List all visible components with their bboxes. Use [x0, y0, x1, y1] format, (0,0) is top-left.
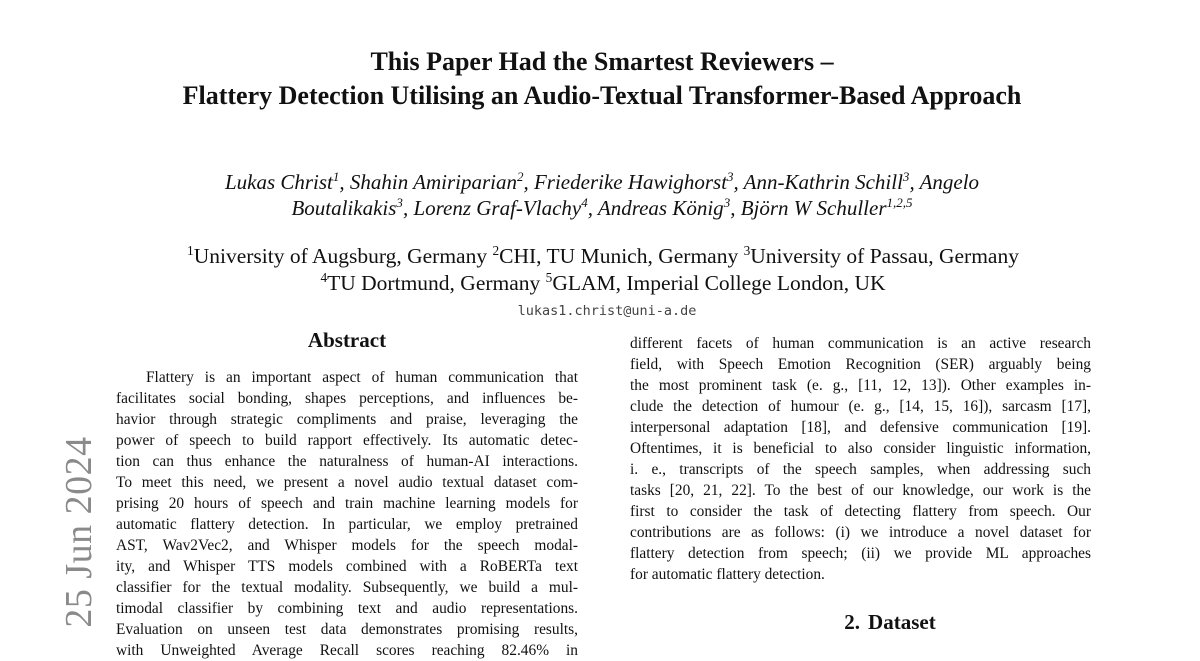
- introduction-body: [630, 333, 1091, 585]
- author-name: Lukas Christ: [224, 170, 333, 194]
- affiliation-line-2: [0, 270, 1200, 297]
- body-line: the most prominent task (e. g., [11, 12, 13]). Other examples in-: [630, 377, 1091, 394]
- body-line: different facets of human communication is an active research: [630, 335, 1091, 352]
- paper-title: [0, 45, 1200, 113]
- section-title: Dataset: [868, 610, 936, 634]
- affiliation: University of Augsburg, Germany: [193, 244, 488, 268]
- abstract-line: prising 20 hours of speech and train machine learning models for: [116, 495, 578, 512]
- author-affiliation-mark: 3: [902, 169, 910, 184]
- body-line: i. e., transcripts of the speech samples, when addressing such: [630, 461, 1091, 478]
- body-line: interpersonal adaptation [18], and defensive communication [19].: [630, 419, 1091, 436]
- title-line-2: Flattery Detection Utilising an Audio-Textual Transformer-Based Approach: [182, 81, 1022, 110]
- author-name: Andreas König: [597, 196, 724, 220]
- author-name-second-part: Boutalikakis: [291, 196, 397, 220]
- author-line-1: Lukas Christ$^1$, Shahin Amiriparian$^2$, Friederike Hawighorst$^3$, Ann-Kathrin Schill$^3$, Angelo: [224, 169, 980, 194]
- abstract-line: Flattery is an important aspect of human communication that: [146, 369, 578, 386]
- author-name: Shahin Amiriparian: [349, 170, 517, 194]
- affiliation-line-1: [0, 243, 1200, 270]
- contact-email[interactable]: lukas1.christ@uni-a.de: [517, 303, 697, 319]
- body-line: flattery detection from speech; (ii) we provide ML approaches: [630, 545, 1091, 562]
- author-name: Friederike Hawighorst: [533, 170, 728, 194]
- abstract-heading: Abstract: [307, 328, 387, 352]
- affiliation-number: 4: [320, 269, 328, 285]
- abstract-body: [116, 367, 578, 661]
- author-name: Ann-Kathrin Schill: [743, 170, 903, 194]
- body-line: first to consider the task of detecting flattery from speech. Our: [630, 503, 1091, 520]
- affiliation-number: 2: [492, 242, 500, 258]
- author-affiliation-mark: 4: [581, 195, 588, 210]
- affiliation: GLAM, Imperial College London, UK: [552, 271, 886, 295]
- affiliation: TU Dortmund, Germany: [327, 271, 541, 295]
- abstract-line: timodal classifier by combining text and audio representations.: [116, 600, 578, 617]
- abstract-line: AST, Wav2Vec2, and Whisper models for the speech modal-: [116, 537, 578, 554]
- abstract-line: classifier for the textual modality. Subsequently, we build a mul-: [116, 579, 578, 596]
- body-line: contributions are as follows: (i) we introduce a novel dataset for: [630, 524, 1091, 541]
- body-line: field, with Speech Emotion Recognition (SER) arguably being: [630, 356, 1091, 373]
- author-affiliation-mark: 3: [396, 195, 403, 210]
- abstract-line: power of speech to build rapport effectively. Its automatic detec-: [116, 432, 578, 449]
- section-number: 2.: [844, 610, 861, 634]
- author-affiliation-mark: 2: [516, 169, 524, 184]
- author-list: [0, 169, 1200, 221]
- author-affiliation-mark: 3: [727, 169, 734, 184]
- body-line: for automatic flattery detection.: [630, 566, 825, 583]
- abstract-line: ity, and Whisper TTS models combined with a RoBERTa text: [116, 558, 578, 575]
- affiliation-number: 3: [743, 242, 751, 258]
- author-affiliation-mark: 3: [723, 195, 731, 210]
- abstract-line: automatic flattery detection. In particular, we employ pretrained: [116, 516, 578, 533]
- arxiv-date-stamp: 25 Jun 2024: [58, 436, 100, 628]
- abstract-line: To meet this need, we present a novel audio textual dataset com-: [116, 474, 578, 491]
- affiliation: University of Passau, Germany: [750, 244, 1019, 268]
- affiliation-list: [0, 243, 1200, 297]
- affiliation-number: 1: [187, 242, 194, 258]
- body-line: clude the detection of humour (e. g., [14, 15, 16]), sarcasm [17],: [630, 398, 1091, 415]
- abstract-line: havior through strategic compliments and praise, leveraging the: [116, 411, 578, 428]
- abstract-line: facilitates social bonding, shapes perceptions, and influences be-: [116, 390, 578, 407]
- author-affiliation-mark: 1: [332, 169, 340, 184]
- body-line: Oftentimes, it is beneficial to also consider linguistic information,: [630, 440, 1091, 457]
- author-name-first-part: Angelo: [919, 170, 980, 194]
- affiliation: CHI, TU Munich, Germany: [499, 244, 739, 268]
- abstract-line: with Unweighted Average Recall scores reaching 82.46% in: [116, 642, 578, 659]
- author-name: Björn W Schuller: [740, 196, 887, 220]
- abstract-line: tion can thus enhance the naturalness of human-AI interactions.: [116, 453, 578, 470]
- title-line-1: This Paper Had the Smartest Reviewers –: [370, 47, 834, 76]
- section-heading-dataset: [630, 610, 1150, 635]
- abstract-line: Evaluation on unseen test data demonstrates promising results,: [116, 621, 578, 638]
- author-name: Lorenz Graf-Vlachy: [413, 196, 582, 220]
- author-affiliation-mark: 1,2,5: [886, 195, 913, 210]
- affiliation-number: 5: [545, 269, 553, 285]
- body-line: tasks [20, 21, 22]. To the best of our knowledge, our work is the: [630, 482, 1091, 499]
- author-line-2: Boutalikakis$^3$, Lorenz Graf-Vlachy$^4$, Andreas König$^3$, Björn W Schuller$^{1,2,5}$: [291, 195, 913, 220]
